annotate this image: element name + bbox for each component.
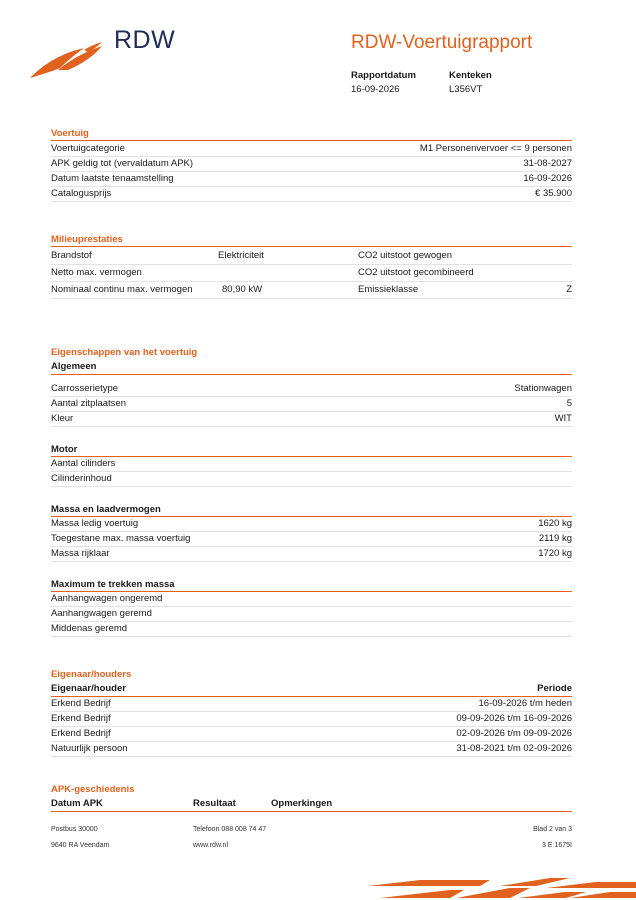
table-row: Aantal zitplaatsen 5 (51, 397, 572, 412)
table-row: Toegestane max. massa voertuig 2119 kg (51, 532, 572, 547)
footer-address-1: Postbus 30000 (51, 826, 98, 833)
section-milieu-title: Milieuprestaties (51, 234, 123, 245)
table-row: Natuurlijk persoon 31-08-2021 t/m 02-09-2026 (51, 742, 572, 757)
logo-text: RDW (114, 26, 176, 54)
decorative-stripes-icon (360, 872, 636, 900)
section-apk-title: APK-geschiedenis (51, 784, 135, 795)
section-voertuig-title: Voertuig (51, 128, 89, 139)
column-header-opmerkingen: Opmerkingen (271, 798, 333, 809)
table-row: Brandstof Elektriciteit CO2 uitstoot gewogen (51, 248, 572, 265)
table-row: Netto max. vermogen CO2 uitstoot gecombineerd (51, 265, 572, 282)
table-row: Carrosserietype Stationwagen (51, 382, 572, 397)
subsection-massa-title: Massa en laadvermogen (51, 504, 161, 515)
divider (51, 140, 572, 141)
footer-address-2: 9640 RA Veendam (51, 842, 110, 849)
column-header-datum-apk: Datum APK (51, 798, 103, 809)
footer-website: www.rdw.nl (193, 842, 229, 849)
table-row: Aanhangwagen geremd (51, 607, 572, 622)
table-row: Catalogusprijs € 35.900 (51, 187, 572, 202)
table-row: Cilinderinhoud (51, 472, 572, 487)
table-row: Massa rijklaar 1720 kg (51, 547, 572, 562)
divider (51, 374, 572, 375)
table-row: Datum laatste tenaamstelling 16-09-2026 (51, 172, 572, 187)
kenteken-value: L356VT (449, 84, 483, 95)
column-header-eigenaar: Eigenaar/houder (51, 683, 126, 694)
column-header-periode: Periode (537, 683, 572, 694)
rapportdatum-label: Rapportdatum (351, 70, 416, 81)
subsection-algemeen-title: Algemeen (51, 361, 97, 372)
subsection-trekken-title: Maximum te trekken massa (51, 579, 175, 590)
rapportdatum-value: 16-09-2026 (351, 84, 400, 95)
table-row: Aanhangwagen ongeremd (51, 592, 572, 607)
table-row: Aantal cilinders (51, 457, 572, 472)
section-eigenaar-title: Eigenaar/houders (51, 669, 132, 680)
table-row: Massa ledig voertuig 1620 kg (51, 517, 572, 532)
table-row: Erkend Bedrijf 02-09-2026 t/m 09-09-2026 (51, 727, 572, 742)
subsection-motor-title: Motor (51, 444, 78, 455)
table-row: Kleur WIT (51, 412, 572, 427)
section-eigenschappen-title: Eigenschappen van het voertuig (51, 347, 198, 358)
table-row: Voertuigcategorie M1 Personenvervoer <= 9 personen (51, 142, 572, 157)
column-header-resultaat: Resultaat (193, 798, 236, 809)
divider (51, 246, 572, 247)
report-title: RDW-Voertuigrapport (351, 32, 533, 53)
kenteken-label: Kenteken (449, 70, 492, 81)
divider (51, 811, 572, 812)
footer-code: 3 E 1675I (542, 842, 572, 849)
table-row: APK geldig tot (vervaldatum APK) 31-08-2027 (51, 157, 572, 172)
table-row: Middenas geremd (51, 622, 572, 637)
table-row: Nominaal continu max. vermogen 80,90 kW Emissieklasse Z (51, 282, 572, 299)
table-row: Erkend Bedrijf 16-09-2026 t/m heden (51, 697, 572, 712)
rdw-logo-icon (28, 40, 104, 80)
footer-phone: Telefoon 088 008 74 47 (193, 826, 267, 833)
table-row: Erkend Bedrijf 09-09-2026 t/m 16-09-2026 (51, 712, 572, 727)
footer-page-number: Blad 2 van 3 (533, 826, 572, 833)
